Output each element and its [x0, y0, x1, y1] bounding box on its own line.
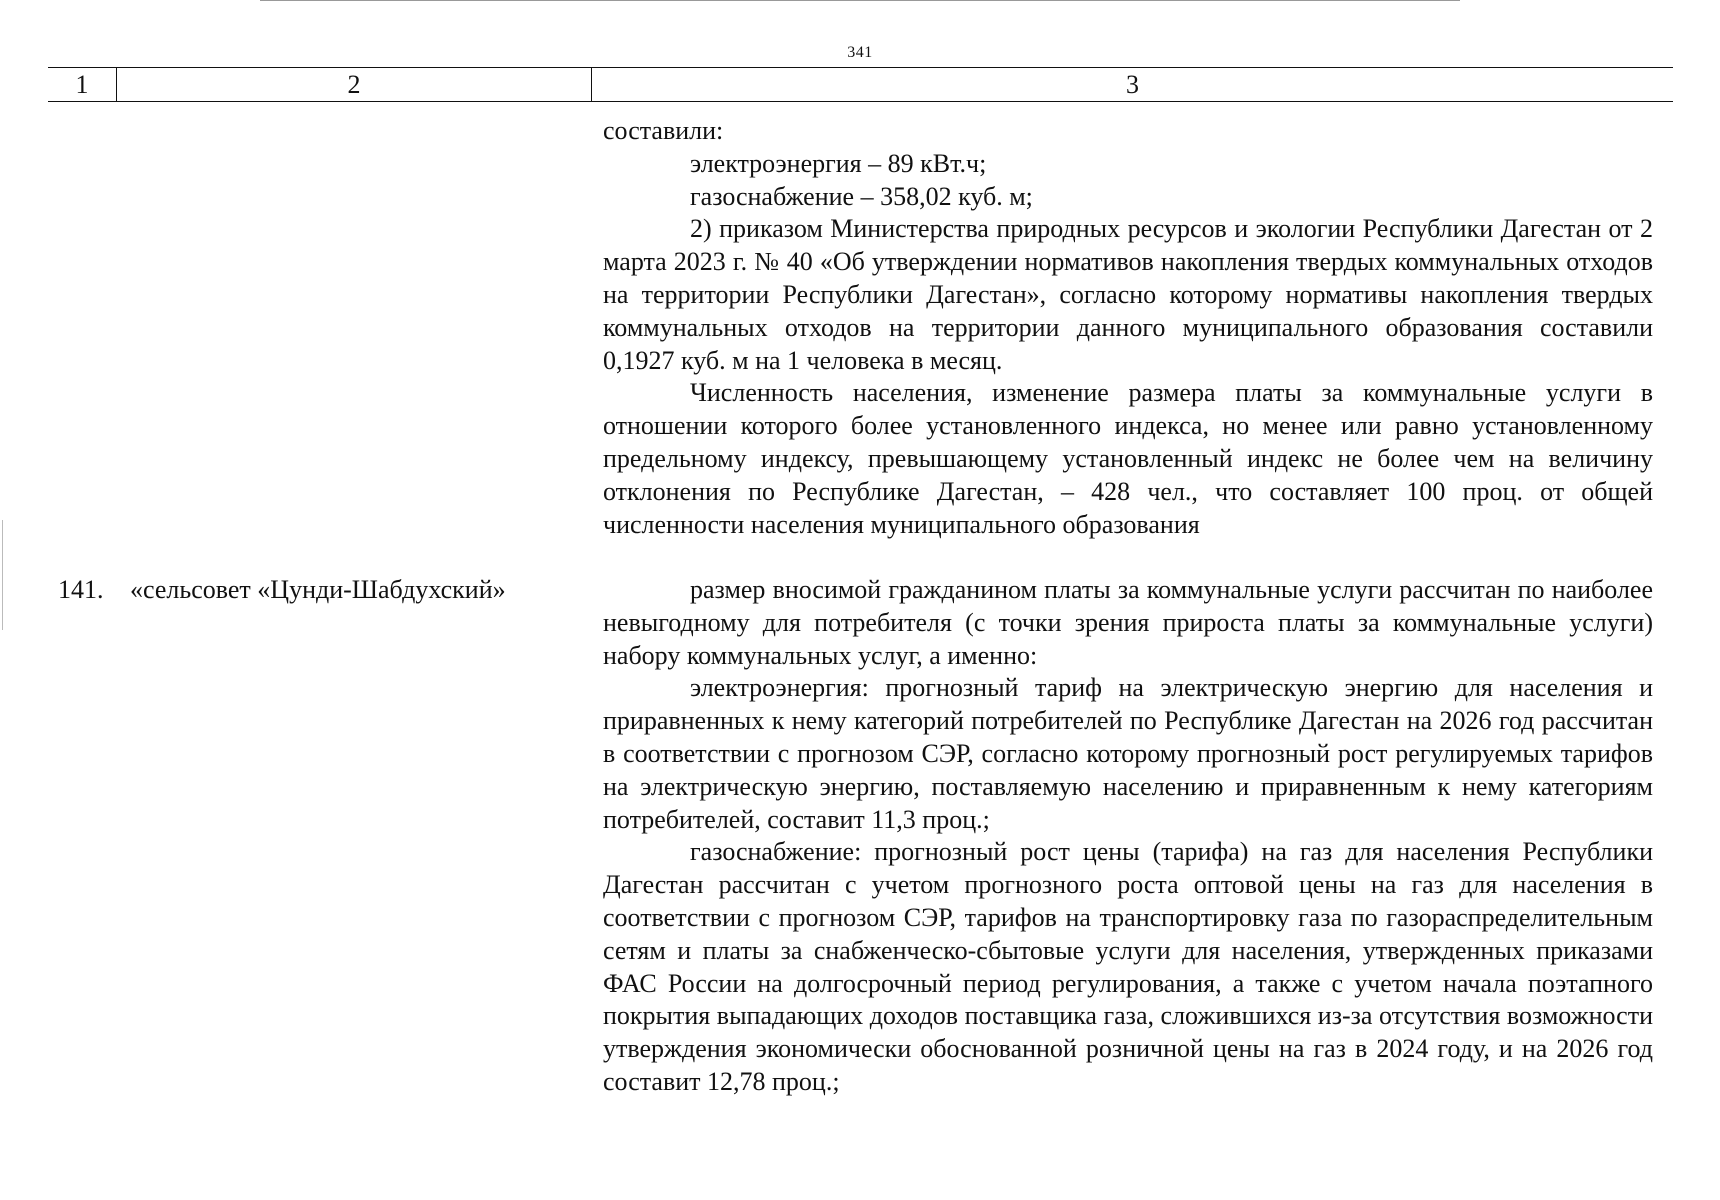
- paragraph: электроэнергия: прогнозный тариф на электрическую энергию для населения и приравненных к нему категорий потребителей по Республике Дагестан на 2026 год рассчитан в соответствии с прогнозом СЭР, согласно которому прогнозный рост регулируемых тарифов на электрическую энергию, поставляемую населению и приравненным к нему категориям потребителей, составит 11,3 проц.;: [603, 673, 1653, 834]
- paragraph: 2) приказом Министерства природных ресурсов и экологии Республики Дагестан от 2 марта 2023 г. № 40 «Об утверждении нормативов накопления твердых коммунальных отходов на территории Республики Дагестан», согласно которому нормативы накопления твердых коммунальных отходов на территории данного муниципального образования составили 0,1927 куб. м на 1 человека в месяц.: [603, 214, 1653, 375]
- paragraph: Численность населения, изменение размера платы за коммунальные услуги в отношении которого более установленного индекса, но менее или равно установленному предельному индексу, превышающему установленный индекс не более чем на величину отклонения по Республике Дагестан, – 428 чел., что составляет 100 проц. от общей численности населения муниципального образования: [603, 378, 1653, 539]
- table-header-row: [48, 67, 1673, 102]
- paragraph: составили:: [603, 116, 724, 145]
- paragraph: электроэнергия – 89 кВт.ч;: [690, 148, 987, 178]
- header-col-3: 3: [1126, 69, 1139, 99]
- paragraph: газоснабжение: прогнозный рост цены (тарифа) на газ для населения Республики Дагестан рассчитан с учетом прогнозного роста оптовой цены на газ для населения в соответствии с прогнозом СЭР, тарифов на транспортировку газа по газораспределительным сетям и платы за снабженческо-сбытовые услуги для населения, утвержденных приказами ФАС России на долгосрочный период регулирования, а также с учетом начала поэтапного покрытия выпадающих доходов поставщика газа, сложившихся из-за отсутствия возможности утверждения экономически обоснованной розничной цены на газ в 2024 году, и на 2026 год составит 12,78 проц.;: [603, 837, 1653, 1096]
- row-text-block: [603, 574, 1653, 1099]
- scan-margin-mark: [2, 520, 3, 630]
- scan-edge-line: [260, 0, 1460, 1]
- municipality-name: «сельсовет «Цунди-Шабдухский»: [130, 575, 506, 604]
- header-col-2: 2: [117, 68, 592, 101]
- row-number: 141.: [58, 575, 104, 604]
- page-number: 341: [847, 44, 873, 61]
- paragraph: газоснабжение – 358,02 куб. м;: [690, 181, 1033, 211]
- paragraph: размер вносимой гражданином платы за коммунальные услуги рассчитан по наиболее невыгодному для потребителя (с точки зрения прироста платы за коммунальные услуги) набору коммунальных услуг, а именно:: [603, 575, 1653, 670]
- continued-text-block: [603, 115, 1653, 541]
- header-col-1: 1: [48, 68, 117, 101]
